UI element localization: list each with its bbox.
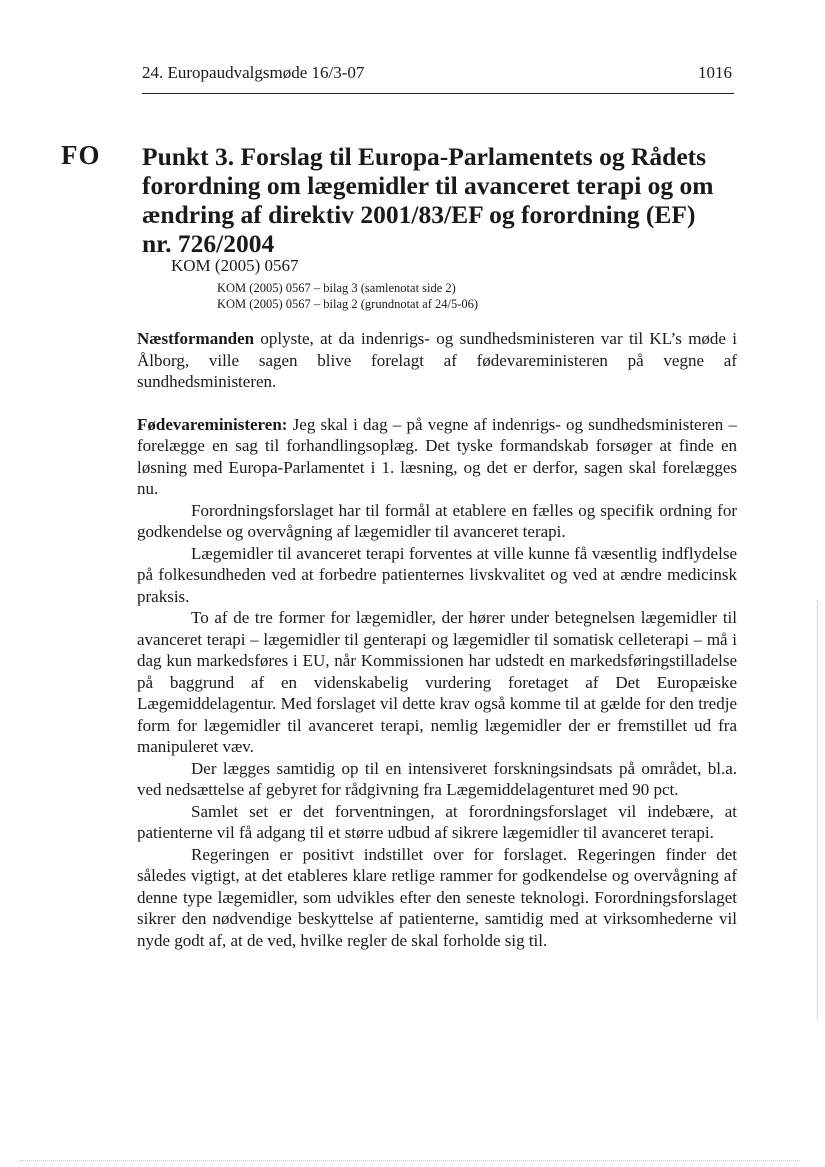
paragraph [137,328,737,393]
meeting-title: 24. Europaudvalgsmøde 16/3-07 [142,63,365,82]
scan-artifact [20,1160,800,1161]
paragraph: Regeringen er positivt indstillet over for forslaget. Regeringen finder det således vigtigt, at det etableres klare retlige rammer for godkendelse og overvågning af denne type lægemidler, som udvikles efter den seneste teknologi. Forordningsforslaget sikrer den nødvendige beskyttelse af patienterne, samtidig med at virksomhederne vil nyde godt af, at de ved, hvilke regler de skal forholde sig til. [137,844,737,950]
paragraph-text: oplyste, at da indenrigs- og sundhedsministeren var til KL’s møde i Ålborg, ville sagen blive forelagt af fødevareministeren på vegne af sundhedsministeren. [137,329,737,391]
speaker-name: Fødevareministeren: [137,414,288,434]
reference-item: KOM (2005) 0567 – bilag 3 (samlenotat side 2) [217,281,456,295]
reference-item: KOM (2005) 0567 – bilag 2 (grundnotat af 24/5-06) [217,297,479,311]
header-rule [142,93,734,94]
reference-main: KOM (2005) 0567 [171,256,299,275]
scan-edge-artifact [817,600,819,1020]
reference-list [217,280,478,312]
minutes-body [137,328,737,951]
margin-code: FO [61,140,101,170]
paragraph: Lægemidler til avanceret terapi forventes at ville kunne få væsentlig indflydelse på folkesundheden ved at forbedre patienternes livskvalitet og ved at ændre medicinsk praksis. [137,543,737,606]
speaker-name: Næstformanden [137,329,255,348]
paragraph-text: Jeg skal i dag – på vegne af indenrigs- og sundhedsministeren – forelægge en sag til forhandlingsoplæg. Det tyske formandskab forsøger at finde en løsning med Europa-Parlamentet i 1. læsning, og det er derfor, sagen skal forelægges nu. [137,414,737,498]
paragraph [137,414,737,500]
paragraph: Der lægges samtidig op til en intensiveret forskningsindsats på området, bl.a. ved nedsættelse af gebyret for rådgivning fra Lægemiddelagenturet med 90 pct. [137,758,737,799]
paragraph: Forordningsforslaget har til formål at etablere en fælles og specifik ordning for godkendelse og overvågning af lægemidler til avanceret terapi. [137,500,737,541]
page-number: 1016 [698,63,732,82]
agenda-item-title: Punkt 3. Forslag til Europa-Parlamentets og Rådets forordning om lægemidler til avanceret terapi og om ændring af direktiv 2001/83/EF og forordning (EF) nr. 726/2004 [142,142,714,258]
paragraph: To af de tre former for lægemidler, der hører under betegnelsen lægemidler til avanceret terapi – lægemidler til genterapi og lægemidler til somatisk celleterapi – må i dag kun markedsføres i EU, når Kommissionen har udstedt en markedsføringstilladelse på baggrund af en videnskabelig vurdering foretaget af Det Europæiske Lægemiddelagentur. Med forslaget vil dette krav også komme til at gælde for den tredje form for lægemidler til avanceret terapi, nemlig lægemidler der er fremstillet ud fra manipuleret væv. [137,608,737,756]
paragraph: Samlet set er det forventningen, at forordningsforslaget vil indebære, at patienterne vil få adgang til et større udbud af sikrere lægemidler til avanceret terapi. [137,801,737,842]
